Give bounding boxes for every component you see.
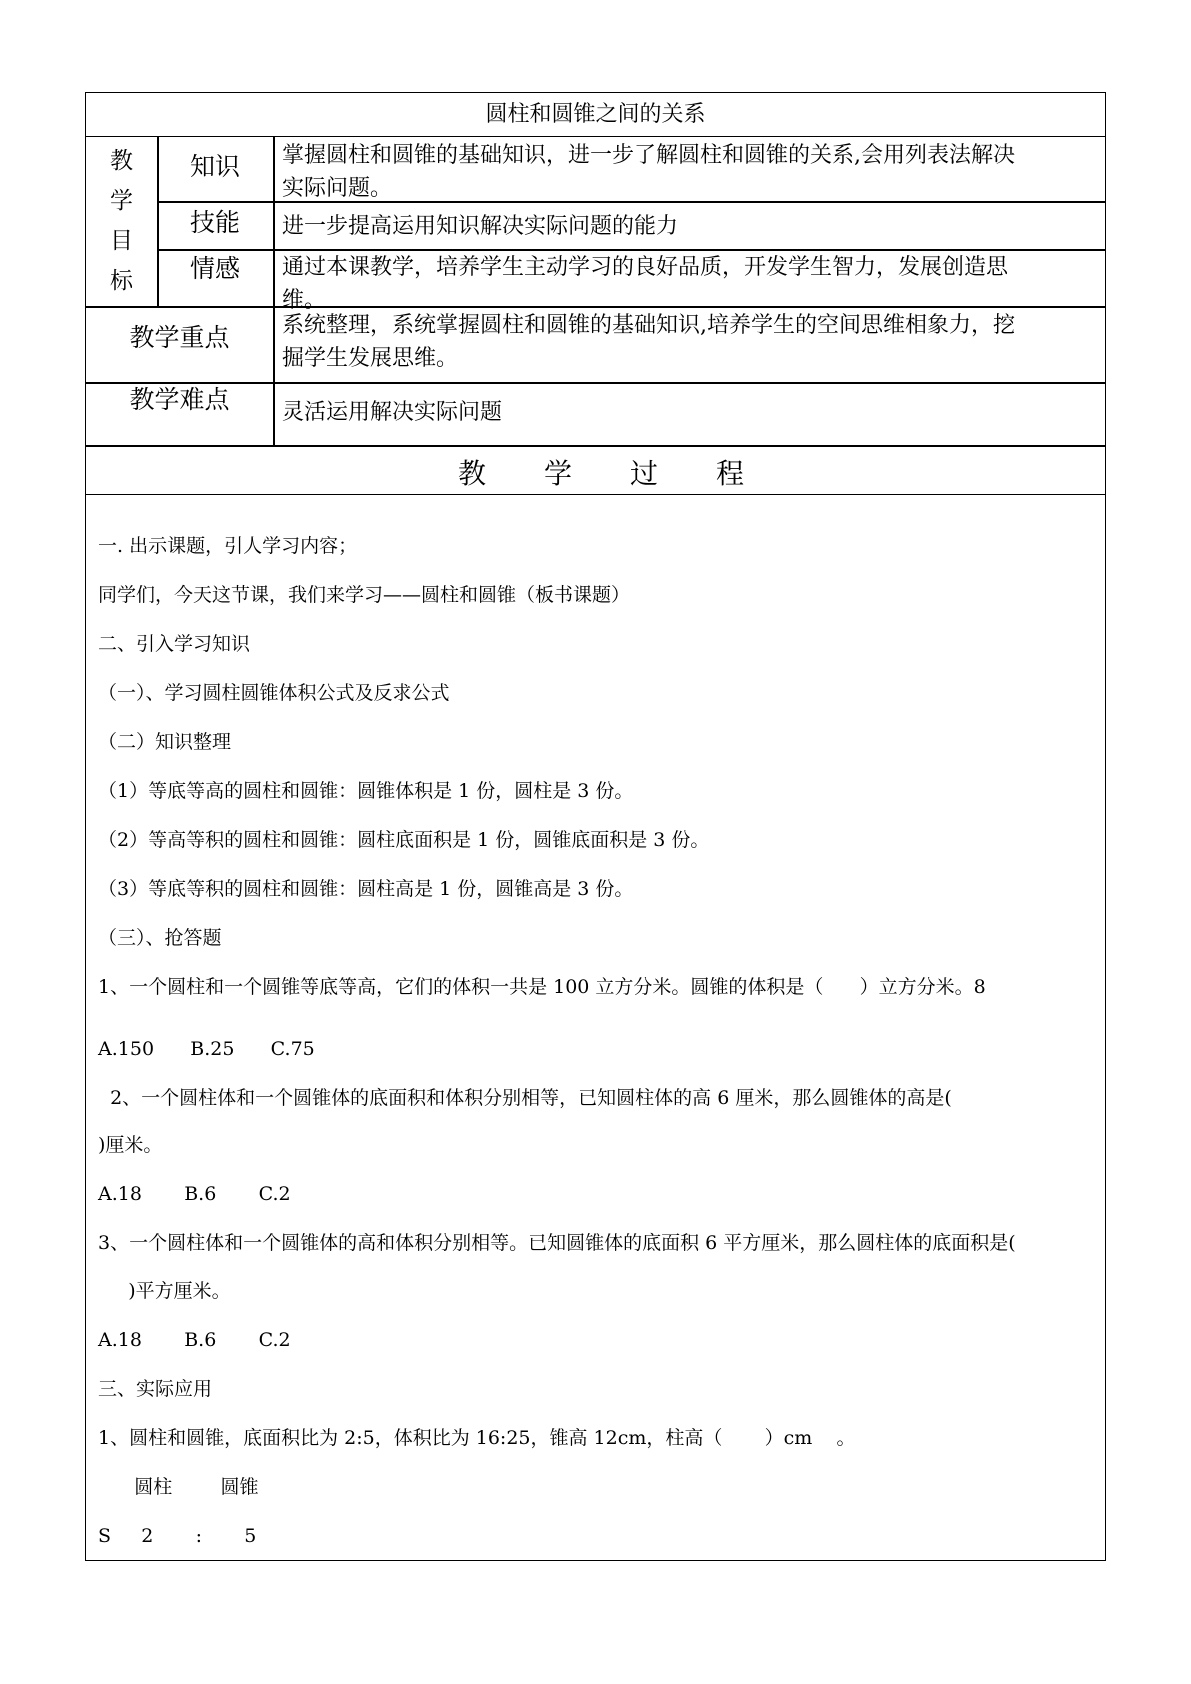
text-line: 掘学生发展思维。 bbox=[282, 346, 459, 371]
body-line: 1、一个圆柱和一个圆锥等底等高，它们的体积一共是 100 立方分米。圆锥的体积是（ ）立方分米。8 bbox=[98, 976, 986, 998]
objective-text-knowledge bbox=[282, 139, 1015, 205]
body-line: 圆柱 圆锥 bbox=[98, 1476, 259, 1498]
body-line: （一）、学习圆柱圆锥体积公式及反求公式 bbox=[98, 682, 450, 704]
body-line: （二）知识整理 bbox=[98, 731, 232, 753]
group-char: 教 bbox=[110, 148, 133, 174]
body-line: （3）等底等积的圆柱和圆锥：圆柱高是 1 份，圆锥高是 3 份。 bbox=[98, 878, 634, 900]
process-char: 教 bbox=[458, 457, 487, 490]
objective-label-emotion: 情感 bbox=[189, 254, 240, 283]
text-line: 实际问题。 bbox=[282, 176, 393, 201]
text-line: 掌握圆柱和圆锥的基础知识，进一步了解圆柱和圆锥的关系,会用列表法解决 bbox=[282, 143, 1015, 168]
body-line: 一. 出示课题，引人学习内容； bbox=[98, 535, 358, 557]
group-char: 标 bbox=[110, 268, 133, 294]
text-line: 灵活运用解决实际问题 bbox=[282, 400, 503, 425]
text-line: 系统整理，系统掌握圆柱和圆锥的基础知识,培养学生的空间思维相象力，挖 bbox=[282, 313, 1015, 338]
objective-label-knowledge: 知识 bbox=[189, 152, 240, 181]
difficulty-text bbox=[282, 396, 502, 429]
objective-label-skill: 技能 bbox=[189, 208, 240, 237]
body-line: 二、引入学习知识 bbox=[98, 633, 251, 655]
body-line: （2）等高等积的圆柱和圆锥：圆柱底面积是 1 份，圆锥底面积是 3 份。 bbox=[98, 829, 710, 851]
process-header bbox=[86, 446, 1105, 495]
objectives-group-label bbox=[86, 141, 157, 301]
group-char: 目 bbox=[110, 228, 133, 254]
objective-text-emotion bbox=[282, 251, 1008, 317]
process-char: 过 bbox=[630, 457, 659, 490]
key-point-label: 教学重点 bbox=[129, 323, 230, 352]
process-char: 程 bbox=[716, 457, 745, 490]
body-line: 3、一个圆柱体和一个圆锥体的高和体积分别相等。已知圆锥体的底面积 6 平方厘米，那么圆柱体的底面积是( bbox=[98, 1232, 1016, 1254]
group-char: 学 bbox=[110, 188, 133, 214]
key-point-text bbox=[282, 309, 1015, 375]
text-line: 进一步提高运用知识解决实际问题的能力 bbox=[282, 214, 679, 239]
body-line: )厘米。 bbox=[98, 1134, 163, 1156]
body-line: 三、实际应用 bbox=[98, 1378, 213, 1400]
objective-text-skill bbox=[282, 210, 678, 243]
body-line: S 2 : 5 bbox=[98, 1525, 257, 1547]
body-line: A.18 B.6 C.2 bbox=[98, 1183, 291, 1205]
body-line: 1、圆柱和圆锥，底面积比为 2:5，体积比为 16:25，锥高 12cm，柱高（ ）cm 。 bbox=[98, 1427, 856, 1449]
text-line: 维。 bbox=[282, 288, 327, 313]
page-title: 圆柱和圆锥之间的关系 bbox=[485, 102, 706, 127]
body-line: A.18 B.6 C.2 bbox=[98, 1329, 291, 1351]
body-line: )平方厘米。 bbox=[98, 1280, 231, 1302]
body-line: A.150 B.25 C.75 bbox=[98, 1038, 315, 1060]
lesson-plan-table bbox=[85, 92, 1106, 1561]
body-line: （三）、抢答题 bbox=[98, 927, 222, 949]
body-line: 2、一个圆柱体和一个圆锥体的底面积和体积分别相等，已知圆柱体的高 6 厘米，那么圆锥体的高是( bbox=[98, 1087, 952, 1109]
divider bbox=[273, 137, 275, 446]
body-line: 同学们，今天这节课，我们来学习——圆柱和圆锥（板书课题） bbox=[98, 584, 631, 606]
text-line: 通过本课教学，培养学生主动学习的良好品质，开发学生智力，发展创造思 bbox=[282, 255, 1009, 280]
difficulty-label: 教学难点 bbox=[129, 385, 230, 414]
process-char: 学 bbox=[544, 457, 573, 490]
title-row bbox=[86, 93, 1105, 137]
body-line: （1）等底等高的圆柱和圆锥：圆锥体积是 1 份，圆柱是 3 份。 bbox=[98, 780, 634, 802]
